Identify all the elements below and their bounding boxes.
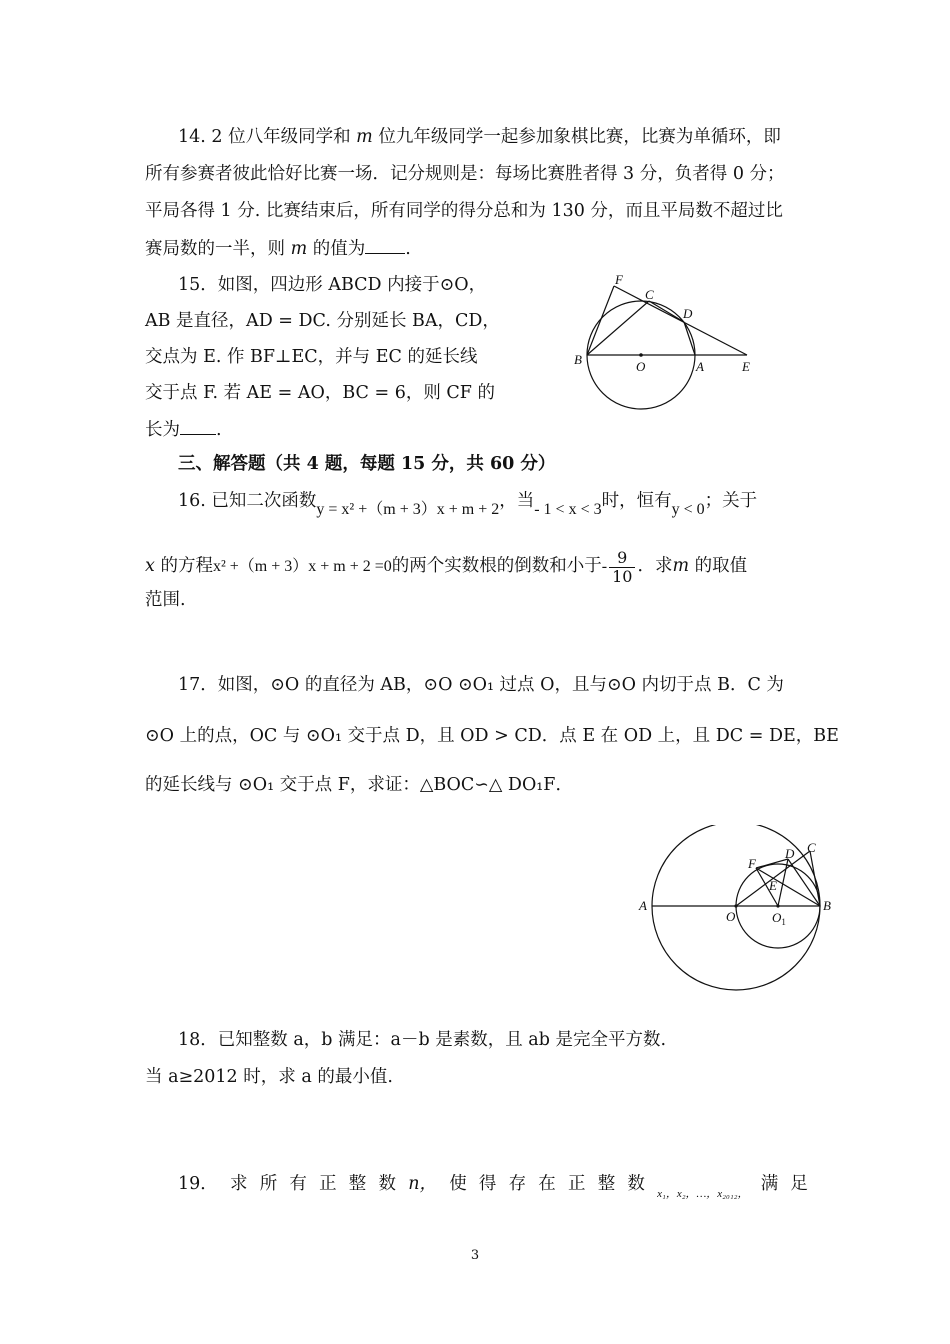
label-a: A (639, 898, 647, 913)
label-o1: $O_1$ (772, 910, 786, 927)
problem-19-line-1: 19． 求 所 有 正 整 数 n， 使 得 存 在 正 整 数 x₁，x₂，…，x₂₀₁₂， 满 足 (178, 1173, 808, 1195)
label-b: B (574, 352, 582, 367)
label-d: D (683, 306, 693, 321)
problem-17-line-2: ⊙O 上的点，OC 与 ⊙O₁ 交于点 D，且 OD > CD．点 E 在 OD 上，且 DC = DE，BE (145, 726, 839, 746)
label-o: O (726, 909, 736, 924)
problem-15-line-3: 交点为 E. 作 BF⊥EC，并与 EC 的延长线 (145, 347, 478, 367)
label-b: B (823, 898, 831, 913)
label-a: A (696, 359, 704, 374)
label-f: F (615, 272, 623, 287)
problem-17-line-1: 17．如图，⊙O 的直径为 AB，⊙O ⊙O₁ 过点 O，且与⊙O 内切于点 B．C 为 (178, 675, 784, 695)
problem-16-line-2: x 的方程x² +（m + 3）x + m + 2 =0的两个实数根的倒数和小于- $\frac{9}{10}$ ．求m 的取值 (145, 548, 748, 586)
problem-15-line-4: 交于点 F. 若 AE = AO，BC = 6，则 CF 的 (145, 383, 496, 403)
problem-18-line-2: 当 a≥2012 时，求 a 的最小值. (145, 1067, 393, 1087)
figure-15 (565, 270, 765, 420)
answer-blank (180, 418, 216, 435)
label-o: O (636, 359, 646, 374)
var-m: m (356, 127, 373, 147)
quadratic-function: y = x² +（m + 3）x + m + 2 (316, 501, 500, 518)
problem-14-line-4: 赛局数的一半，则 m 的值为 . (145, 239, 411, 259)
quadratic-equation: x² +（m + 3）x + m + 2 =0 (212, 558, 392, 575)
label-d: D (785, 846, 795, 861)
label-c: C (807, 840, 816, 855)
figure-17 (633, 825, 848, 995)
problem-15-line-2: AB 是直径，AD = DC. 分别延长 BA，CD， (145, 311, 500, 331)
answer-blank (365, 237, 405, 254)
problem-18-line-1: 18．已知整数 a，b 满足：a－b 是素数，且 ab 是完全平方数. (178, 1030, 667, 1050)
label-e: E (742, 359, 750, 374)
section-3-heading: 三、解答题（共 4 题，每题 15 分，共 60 分） (178, 454, 556, 474)
sequence-x1-to-x2012: x₁，x₂，…，x₂₀₁₂， (657, 1188, 749, 1200)
label-f: F (748, 856, 756, 871)
fraction-nine-tenths: $\frac{9}{10}$ (609, 549, 635, 586)
y-condition: y < 0 (671, 501, 705, 518)
page-number: 3 (470, 1248, 480, 1263)
problem-14-line-1: 14. 2 位八年级同学和 m 位九年级同学一起参加象棋比赛，比赛为单循环，即 (178, 127, 781, 147)
label-e: E (769, 878, 777, 893)
problem-17-line-3: 的延长线与 ⊙O₁ 交于点 F，求证：△BOC∽△ DO₁F． (145, 775, 573, 795)
problem-14-line-3: 平局各得 1 分. 比赛结束后，所有同学的得分总和为 130 分，而且平局数不超过比 (145, 201, 783, 221)
problem-14-line-2: 所有参赛者彼此恰好比赛一场．记分规则是：每场比赛胜者得 3 分，负者得 0 分； (145, 164, 785, 184)
problem-15-line-1: 15．如图，四边形 ABCD 内接于⊙O， (178, 275, 487, 295)
label-c: C (645, 287, 654, 302)
problem-15-line-5: 长为 . (145, 420, 222, 440)
problem-16-line-3: 范围. (145, 590, 186, 610)
problem-16-line-1: 16. 已知二次函数y = x² +（m + 3）x + m + 2，当- 1 < x < 3时，恒有y < 0；关于 (178, 491, 758, 518)
x-range: - 1 < x < 3 (534, 501, 602, 518)
